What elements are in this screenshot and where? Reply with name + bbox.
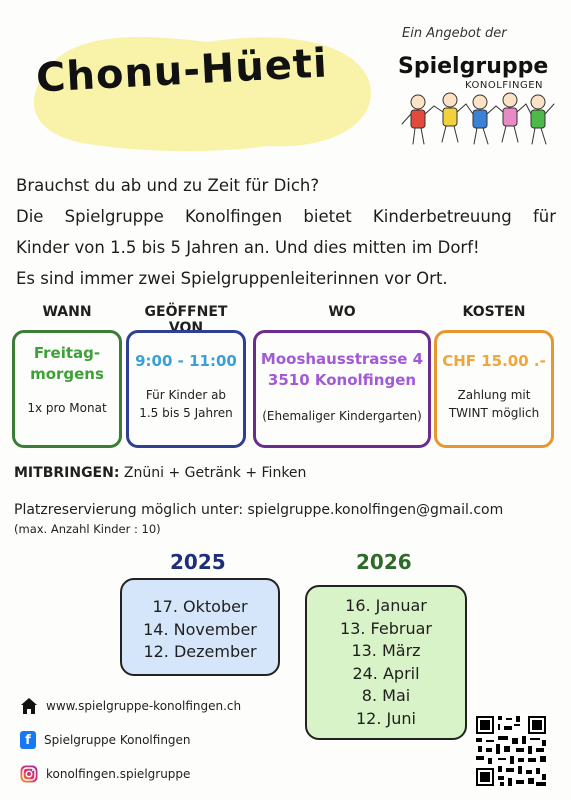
info-box-wann xyxy=(12,330,122,448)
date-2026-4: 24. April xyxy=(352,663,420,683)
date-2026-2: 13. Februar xyxy=(340,618,432,638)
intro-line-2: Die Spielgruppe Konolfingen bietet Kinderbetreuung für xyxy=(16,207,556,226)
children-illustration xyxy=(398,90,558,150)
info-box-kosten xyxy=(434,330,554,448)
instagram-link[interactable]: konolfingen.spielgruppe xyxy=(46,767,191,781)
date-2025-3: 12. Dezember xyxy=(143,642,257,661)
intro-line-3: Kinder von 1.5 bis 5 Jahren an. Und dies mitten im Dorf! xyxy=(16,238,480,257)
offer-text: Ein Angebot der xyxy=(402,26,507,41)
date-2026-3: 13. März xyxy=(351,641,421,660)
date-2026-6: 12. Juni xyxy=(356,708,416,728)
mitbringen-label: MITBRINGEN: xyxy=(14,465,120,481)
info-box-wann-main: Freitag- morgens xyxy=(30,344,104,383)
info-box-geoeffnet xyxy=(126,330,246,448)
mitbringen-line xyxy=(14,465,306,481)
reservation-text: Platzreservierung möglich unter: spielgruppe.konolfingen@gmail.com xyxy=(14,502,504,518)
website-link[interactable]: www.spielgruppe-konolfingen.ch xyxy=(46,699,242,713)
info-box-geoeffnet-main: 9:00 - 11:00 xyxy=(135,352,237,370)
org-logo-sub: KONOLFINGEN xyxy=(465,80,544,91)
year-2025: 2025 xyxy=(170,550,226,574)
footer-instagram-row[interactable] xyxy=(20,765,190,783)
footer-website-row[interactable] xyxy=(20,697,241,715)
intro-text xyxy=(16,170,556,294)
year-2026: 2026 xyxy=(356,550,412,574)
info-box-wann-sub: 1x pro Monat xyxy=(27,401,107,415)
info-box-wo xyxy=(253,330,431,448)
dates-box-2025 xyxy=(120,578,280,676)
facebook-link[interactable]: Spielgruppe Konolfingen xyxy=(44,733,191,747)
footer-facebook-row[interactable] xyxy=(20,731,191,749)
info-box-wo-sub: (Ehemaliger Kindergarten) xyxy=(262,409,422,423)
date-2025-2: 14. November xyxy=(143,619,257,639)
reservation-note: (max. Anzahl Kinder : 10) xyxy=(14,522,161,536)
info-box-geoeffnet-sub: Für Kinder ab 1.5 bis 5 Jahren xyxy=(139,388,233,420)
home-icon xyxy=(20,697,38,715)
date-2026-1: 16. Januar xyxy=(345,596,427,615)
info-box-kosten-sub: Zahlung mit TWINT möglich xyxy=(448,388,540,420)
column-heading-wo: WO xyxy=(328,304,356,320)
column-heading-kosten: KOSTEN xyxy=(462,304,526,320)
org-logo-name: Spielgruppe xyxy=(398,54,549,79)
qr-code[interactable] xyxy=(474,714,548,788)
date-2025-1: 17. Oktober xyxy=(152,597,248,616)
facebook-icon: f xyxy=(20,731,36,749)
dates-box-2026 xyxy=(305,585,467,740)
column-heading-geoeffnet: GEÖFFNET VON xyxy=(144,304,228,336)
page-title: Chonu-Hüeti xyxy=(34,40,329,102)
instagram-icon xyxy=(20,765,38,783)
intro-line-4: Es sind immer zwei Spielgruppenleiterinnen vor Ort. xyxy=(16,269,448,288)
info-box-kosten-main: CHF 15.00 .- xyxy=(442,352,546,370)
intro-line-1: Brauchst du ab und zu Zeit für Dich? xyxy=(16,176,320,195)
date-2026-5: 8. Mai xyxy=(361,686,411,705)
column-heading-wann: WANN xyxy=(42,304,92,320)
info-box-wo-main: Mooshausstrasse 4 3510 Konolfingen xyxy=(260,350,424,389)
mitbringen-text: Znüni + Getränk + Finken xyxy=(119,465,307,481)
